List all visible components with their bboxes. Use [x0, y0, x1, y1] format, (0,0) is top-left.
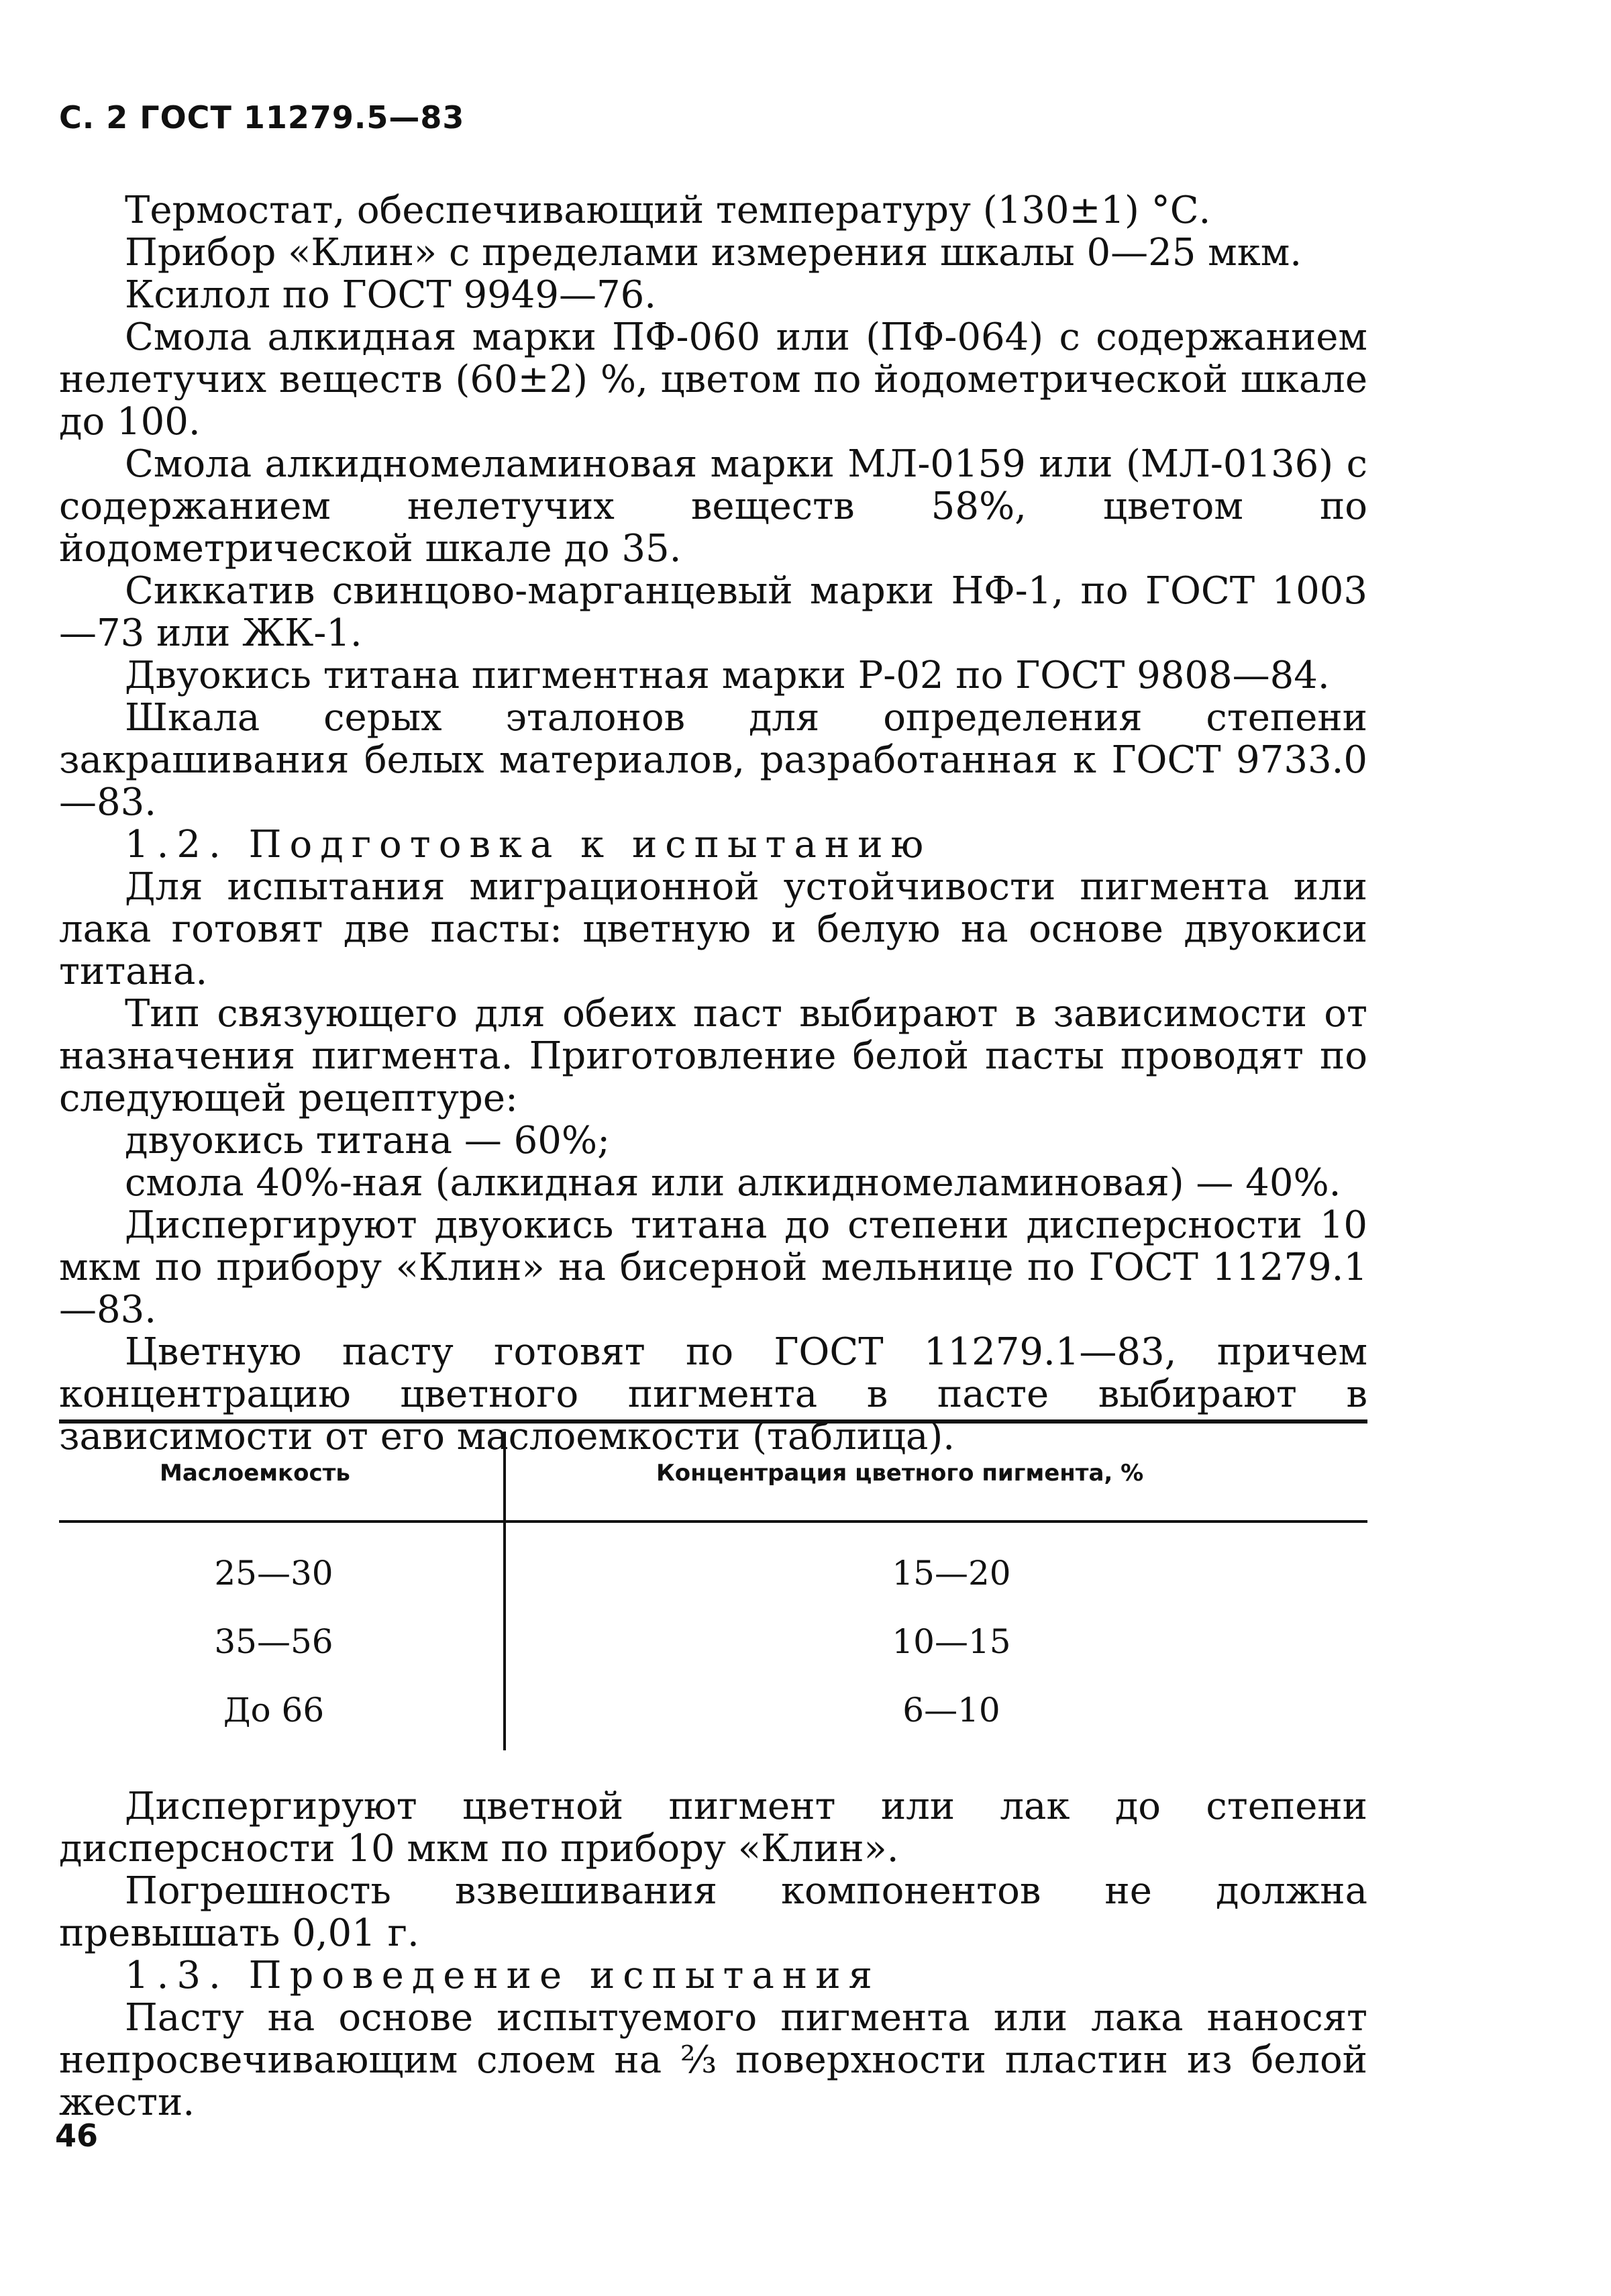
body-text-bottom — [59, 1785, 1367, 2124]
body-text-top — [59, 189, 1367, 1458]
paragraph: Двуокись титана пигментная марки Р-02 по ГОСТ 9808—84. — [125, 654, 1330, 697]
table-header-concentration: Концентрация цветного пигмента, % — [656, 1460, 1144, 1487]
section-heading: 1.3. Проведение испытания — [125, 1954, 880, 1997]
paragraph: Для испытания миграционной устойчивости пигмента или лака готовят две пасты: цветную и белую на основе двуокиси титана. — [59, 865, 1367, 993]
table-header-rule — [59, 1520, 1367, 1523]
table-cell: 10—15 — [892, 1622, 1011, 1661]
paragraph: Термостат, обеспечивающий температуру (130±1) °С. — [125, 189, 1211, 232]
paragraph: Цветную пасту готовят по ГОСТ 11279.1—83, причем концентрацию цветного пигмента в пасте выбирают в зависимости от его маслоемкости (таблица). — [59, 1330, 1367, 1458]
table-cell: До 66 — [223, 1691, 325, 1730]
paragraph: Смола алкидная марки ПФ-060 или (ПФ-064) с содержанием нелетучих веществ (60±2) %, цветом по йодометрической шкале до 100. — [59, 315, 1367, 444]
paragraph: Шкала серых эталонов для определения степени закрашивания белых материалов, разработанная к ГОСТ 9733.0—83. — [59, 696, 1367, 824]
paragraph: Прибор «Клин» с пределами измерения шкалы 0—25 мкм. — [125, 231, 1302, 274]
paragraph: Погрешность взвешивания компонентов не должна превышать 0,01 г. — [59, 1869, 1367, 1955]
table-cell: 6—10 — [902, 1691, 1000, 1730]
table-header-oil-absorption: Маслоемкость — [160, 1460, 350, 1487]
table-top-rule — [59, 1419, 1367, 1424]
paragraph: Диспергируют двуокись титана до степени дисперсности 10 мкм по прибору «Клин» на бисерной мельнице по ГОСТ 11279.1—83. — [59, 1203, 1367, 1332]
oil-absorption-table — [59, 1419, 1367, 1755]
paragraph: Диспергируют цветной пигмент или лак до степени дисперсности 10 мкм по прибору «Клин». — [59, 1785, 1367, 1870]
recipe-line: двуокись титана — 60%; — [125, 1119, 610, 1162]
paragraph: Пасту на основе испытуемого пигмента или лака наносят непросвечивающим слоем на ⅔ поверхности пластин из белой жести. — [59, 1996, 1367, 2124]
paragraph: Сиккатив свинцово-марганцевый марки НФ-1, по ГОСТ 1003—73 или ЖК-1. — [59, 569, 1367, 655]
recipe-line: смола 40%-ная (алкидная или алкидномеламиновая) — 40%. — [125, 1161, 1341, 1205]
page-number: 46 — [55, 2117, 99, 2154]
table-cell: 35—56 — [214, 1622, 333, 1661]
table-cell: 15—20 — [892, 1554, 1011, 1593]
table-column-divider — [503, 1432, 506, 1750]
section-heading: 1.2. Подготовка к испытанию — [125, 823, 932, 866]
page-header: С. 2 ГОСТ 11279.5—83 — [59, 99, 465, 136]
table-cell: 25—30 — [214, 1554, 333, 1593]
paragraph: Ксилол по ГОСТ 9949—76. — [125, 273, 657, 317]
paragraph: Смола алкидномеламиновая марки МЛ-0159 или (МЛ-0136) с содержанием нелетучих веществ 58%, цветом по йодометрической шкале до 35. — [59, 442, 1367, 570]
paragraph: Тип связующего для обеих паст выбирают в зависимости от назначения пигмента. Приготовление белой пасты проводят по следующей рецептуре: — [59, 992, 1367, 1120]
